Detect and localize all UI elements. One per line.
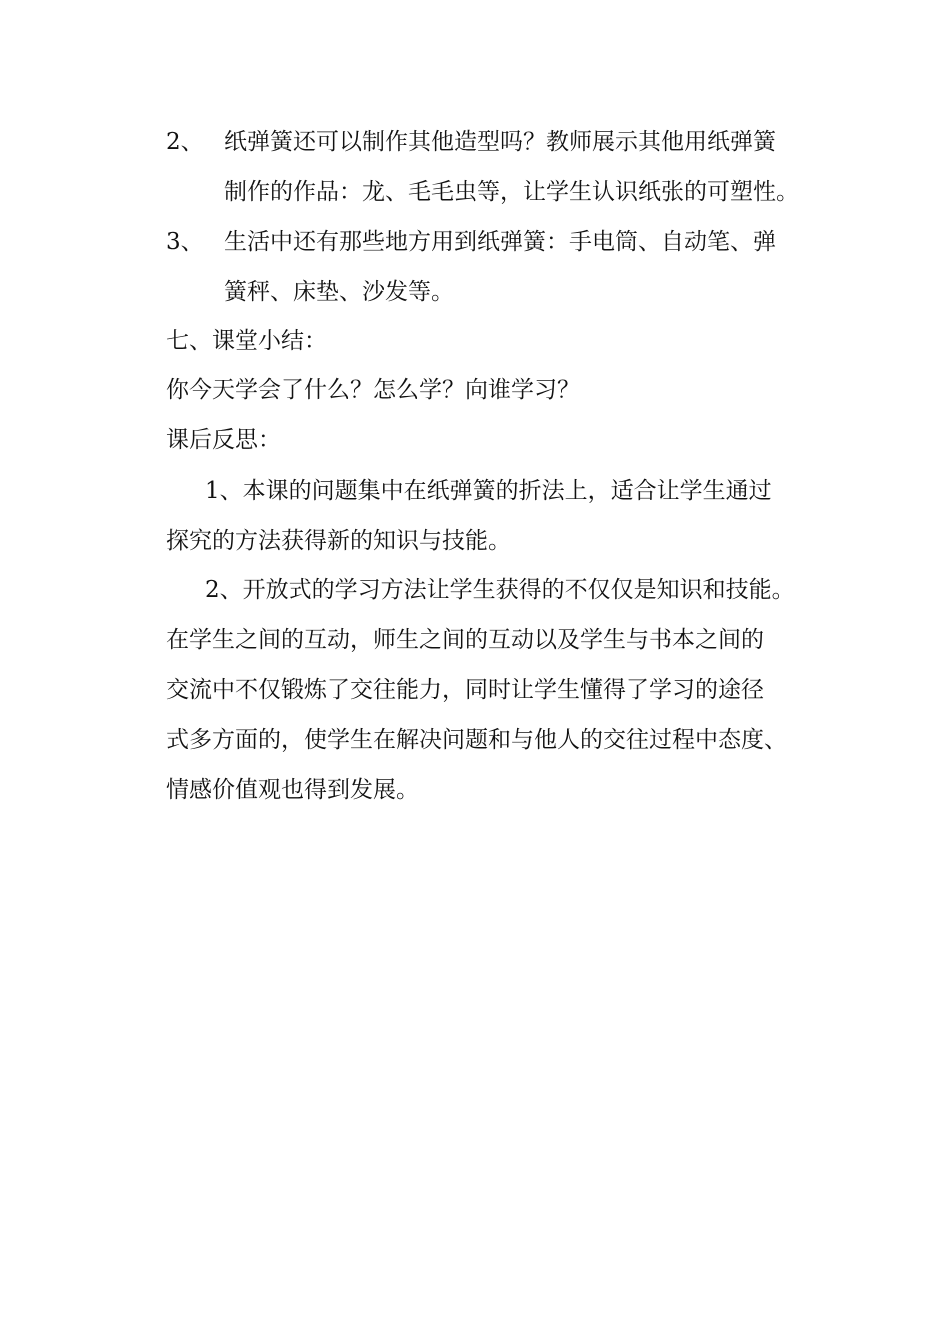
reflection-line: 、开放式的学习方法让学生获得的不仅仅是知识和技能。 bbox=[219, 577, 795, 603]
reflection-line: 交流中不仅锻炼了交往能力，同时让学生懂得了学习的途径 bbox=[166, 677, 764, 703]
list-item-line: 纸弹簧还可以制作其他造型吗？教师展示其他用纸弹簧 bbox=[224, 129, 776, 155]
list-item-number: 2、 bbox=[166, 129, 204, 155]
list-item-number: 3、 bbox=[166, 229, 204, 255]
reflection-line: 探究的方法获得新的知识与技能。 bbox=[166, 528, 511, 554]
reflection-line: 、本课的问题集中在纸弹簧的折法上，适合让学生通过 bbox=[219, 478, 772, 504]
reflection-paragraph bbox=[205, 575, 795, 605]
list-item-line: 制作的作品：龙、毛毛虫等，让学生认识纸张的可塑性。 bbox=[224, 179, 799, 205]
reflection-heading: 课后反思： bbox=[166, 427, 281, 453]
summary-question: 你今天学会了什么？怎么学？向谁学习？ bbox=[166, 377, 580, 403]
reflection-line: 情感价值观也得到发展。 bbox=[166, 777, 419, 803]
list-item-line: 簧秤、床垫、沙发等。 bbox=[224, 279, 454, 305]
reflection-line: 式多方面的，使学生在解决问题和与他人的交往过程中态度、 bbox=[166, 727, 787, 753]
reflection-number: 2 bbox=[205, 577, 220, 603]
section-heading: 七、课堂小结： bbox=[166, 328, 327, 354]
reflection-number: 1 bbox=[205, 478, 220, 504]
reflection-paragraph bbox=[205, 476, 772, 506]
reflection-line: 在学生之间的互动，师生之间的互动以及学生与书本之间的 bbox=[166, 627, 764, 653]
list-item-line: 生活中还有那些地方用到纸弹簧：手电筒、自动笔、弹 bbox=[224, 229, 776, 255]
